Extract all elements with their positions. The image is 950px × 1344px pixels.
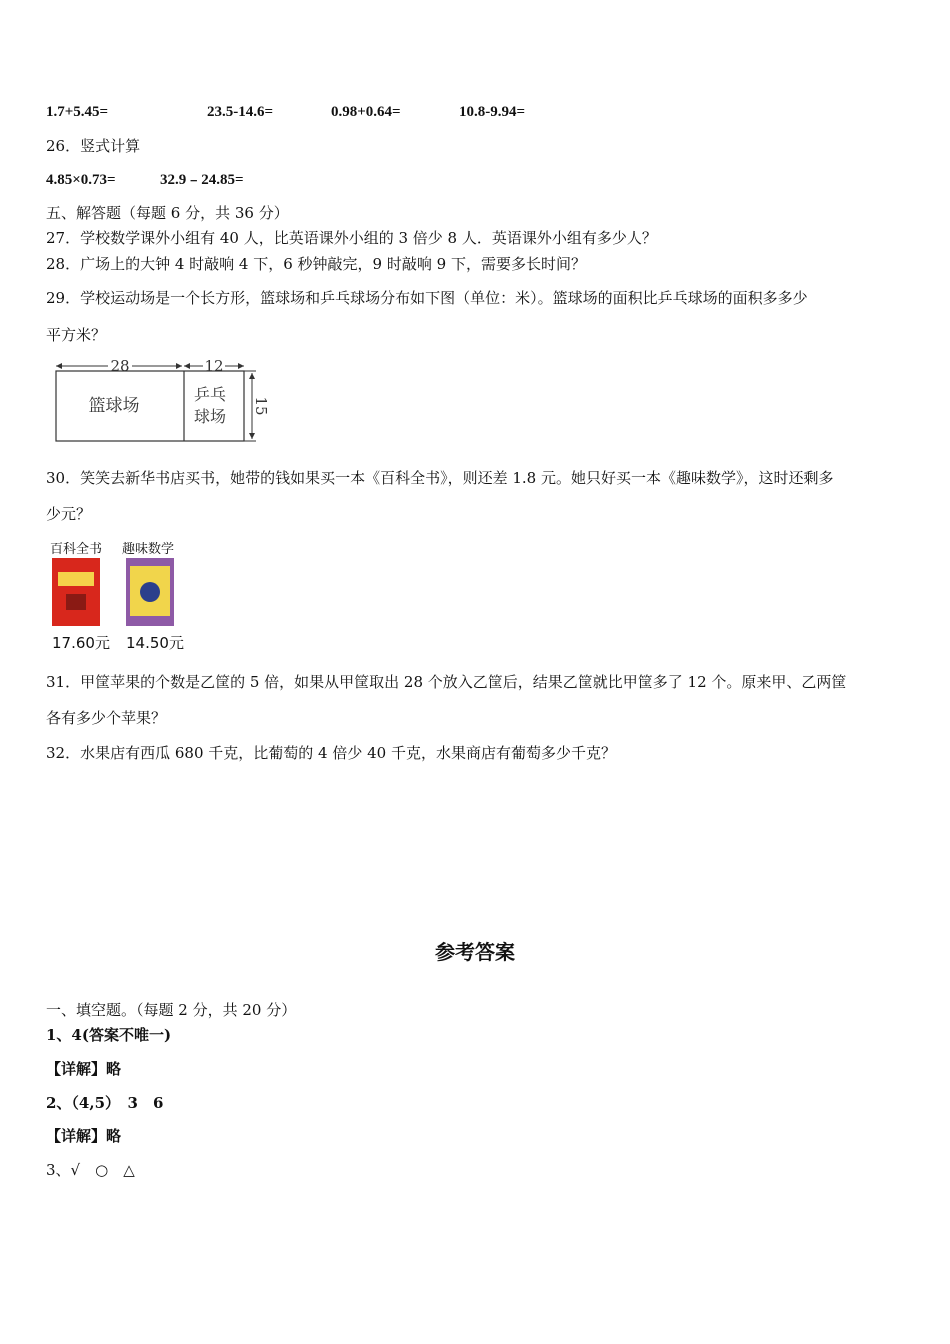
question-29-cont: 平方米？ [46,326,107,344]
question-28: 28．广场上的大钟 4 时敲响 4 下，6 秒钟敲完，9 时敲响 9 下，需要多长时间？ [46,255,586,273]
detail-1: 【详解】略 [46,1060,122,1078]
question-26: 26．竖式计算 [46,137,141,155]
question-30: 30．笑笑去新华书店买书，她带的钱如果买一本《百科全书》，则还差 1.8 元。她只好买一本《趣味数学》，这时还剩多 [46,469,834,487]
book-price: 14.50元 [126,634,184,652]
book-images [46,536,196,656]
basketball-label: 篮球场 [88,396,140,416]
answer-3: 3、√ ○ △ [46,1161,135,1179]
pingpong-label-1: 乒乓 [193,385,227,404]
question-29: 29．学校运动场是一个长方形，篮球场和乒乓球场分布如下图（单位：米）。篮球场的面积比乒乓球场的面积多多少 [46,289,808,307]
question-27: 27．学校数学课外小组有 40 人，比英语课外小组的 3 倍少 8 人．英语课外小组有多少人？ [46,229,657,247]
fun-math-cover-image [126,558,174,626]
calc-item: 10.8-9.94= [459,104,526,120]
calc-item: 1.7+5.45= [46,104,109,120]
answer-section-heading: 一、填空题。（每题 2 分，共 20 分） [46,1001,297,1019]
pingpong-label-2: 球场 [193,407,227,426]
section-heading: 五、解答题（每题 6 分，共 36 分） [46,204,289,222]
detail-2: 【详解】略 [46,1127,122,1145]
width-12-label: 12 [204,357,224,375]
calc-item: 0.98+0.64= [331,104,401,120]
width-28-label: 28 [110,357,130,375]
answer-title: 参考答案 [435,940,515,964]
answer-1: 1、4(答案不唯一) [46,1026,172,1044]
calc-row-1 [46,102,646,122]
question-32: 32．水果店有西瓜 680 千克，比葡萄的 4 倍少 40 千克，水果商店有葡萄多少千克？ [46,744,616,762]
book-title: 百科全书 [50,542,103,557]
calc-item: 23.5-14.6= [207,104,274,120]
question-31-cont: 各有多少个苹果？ [46,709,167,727]
calc-item: 4.85×0.73= [46,172,116,188]
field-rect [56,371,244,441]
encyclopedia-cover-image [52,558,100,626]
answer-2: 2、（4,5） 3 6 [46,1094,164,1112]
height-15-label: 15 [252,396,270,416]
calc-item: 32.9﹣24.85= [160,172,244,188]
book-price: 17.60元 [52,634,110,652]
question-30-cont: 少元？ [46,505,92,523]
question-31: 31．甲筐苹果的个数是乙筐的 5 倍，如果从甲筐取出 28 个放入乙筐后，结果乙筐就比甲筐多了 12 个。原来甲、乙两筐 [46,673,847,691]
book-title: 趣味数学 [122,542,175,557]
court-diagram [46,355,270,447]
calc-row-2 [46,170,446,190]
